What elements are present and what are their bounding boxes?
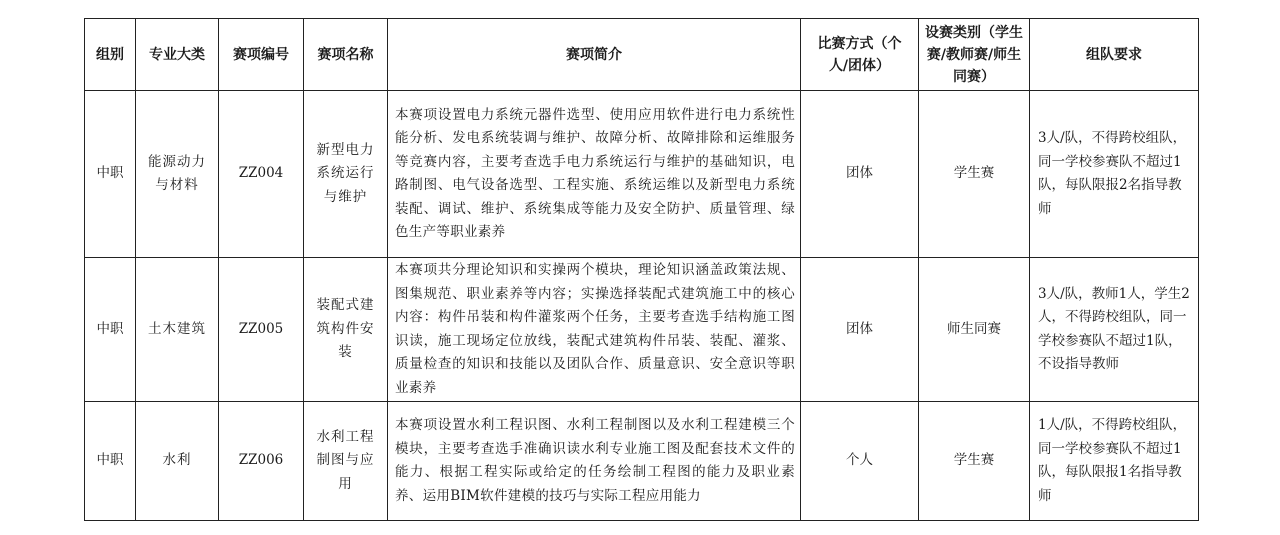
cell-name: 新型电力系统运行与维护 bbox=[304, 91, 388, 258]
header-group: 组别 bbox=[85, 19, 136, 91]
cell-team: 3人/队，教师1人，学生2人，不得跨校组队，同一学校参赛队不超过1队，不设指导教师 bbox=[1030, 258, 1199, 402]
cell-major: 水利 bbox=[136, 402, 219, 521]
cell-team: 3人/队，不得跨校组队，同一学校参赛队不超过1队，每队限报2名指导教师 bbox=[1030, 91, 1199, 258]
competition-table-container bbox=[84, 18, 1198, 521]
competition-table bbox=[84, 18, 1199, 521]
cell-intro: 本赛项设置电力系统元器件选型、使用应用软件进行电力系统性能分析、发电系统装调与维护、故障分析、故障排除和运维服务等竞赛内容，主要考查选手电力系统运行与维护的基础知识，电路制图、电气设备选型、工程实施、系统运维以及新型电力系统装配、调试、维护、系统集成等能力及安全防护、质量管理、绿色生产等职业素养 bbox=[388, 91, 801, 258]
cell-group: 中职 bbox=[85, 258, 136, 402]
cell-name: 装配式建筑构件安装 bbox=[304, 258, 388, 402]
table-row bbox=[85, 402, 1199, 521]
cell-mode: 团体 bbox=[801, 91, 919, 258]
header-team: 组队要求 bbox=[1030, 19, 1199, 91]
cell-intro: 本赛项设置水利工程识图、水利工程制图以及水利工程建模三个模块，主要考查选手准确识读水利专业施工图及配套技术文件的能力、根据工程实际或给定的任务绘制工程图的能力及职业素养、运用BIM软件建模的技巧与实际工程应用能力 bbox=[388, 402, 801, 521]
cell-name: 水利工程制图与应用 bbox=[304, 402, 388, 521]
cell-mode: 团体 bbox=[801, 258, 919, 402]
cell-group: 中职 bbox=[85, 402, 136, 521]
cell-group: 中职 bbox=[85, 91, 136, 258]
cell-intro: 本赛项共分理论知识和实操两个模块，理论知识涵盖政策法规、图集规范、职业素养等内容；实操选择装配式建筑施工中的核心内容：构件吊装和构件灌浆两个任务，主要考查选手结构施工图识读，施工现场定位放线，装配式建筑构件吊装、装配、灌浆、质量检查的知识和技能以及团队合作、质量意识、安全意识等职业素养 bbox=[388, 258, 801, 402]
cell-code: ZZ004 bbox=[219, 91, 304, 258]
cell-major: 能源动力与材料 bbox=[136, 91, 219, 258]
header-row bbox=[85, 19, 1199, 91]
header-major: 专业大类 bbox=[136, 19, 219, 91]
header-code: 赛项编号 bbox=[219, 19, 304, 91]
header-mode: 比赛方式（个人/团体） bbox=[801, 19, 919, 91]
table-row bbox=[85, 258, 1199, 402]
cell-category: 师生同赛 bbox=[919, 258, 1030, 402]
cell-major: 土木建筑 bbox=[136, 258, 219, 402]
cell-code: ZZ006 bbox=[219, 402, 304, 521]
header-intro: 赛项简介 bbox=[388, 19, 801, 91]
header-name: 赛项名称 bbox=[304, 19, 388, 91]
header-category: 设赛类别（学生赛/教师赛/师生同赛） bbox=[919, 19, 1030, 91]
cell-mode: 个人 bbox=[801, 402, 919, 521]
cell-category: 学生赛 bbox=[919, 402, 1030, 521]
cell-team: 1人/队，不得跨校组队，同一学校参赛队不超过1队，每队限报1名指导教师 bbox=[1030, 402, 1199, 521]
table-row bbox=[85, 91, 1199, 258]
cell-code: ZZ005 bbox=[219, 258, 304, 402]
cell-category: 学生赛 bbox=[919, 91, 1030, 258]
